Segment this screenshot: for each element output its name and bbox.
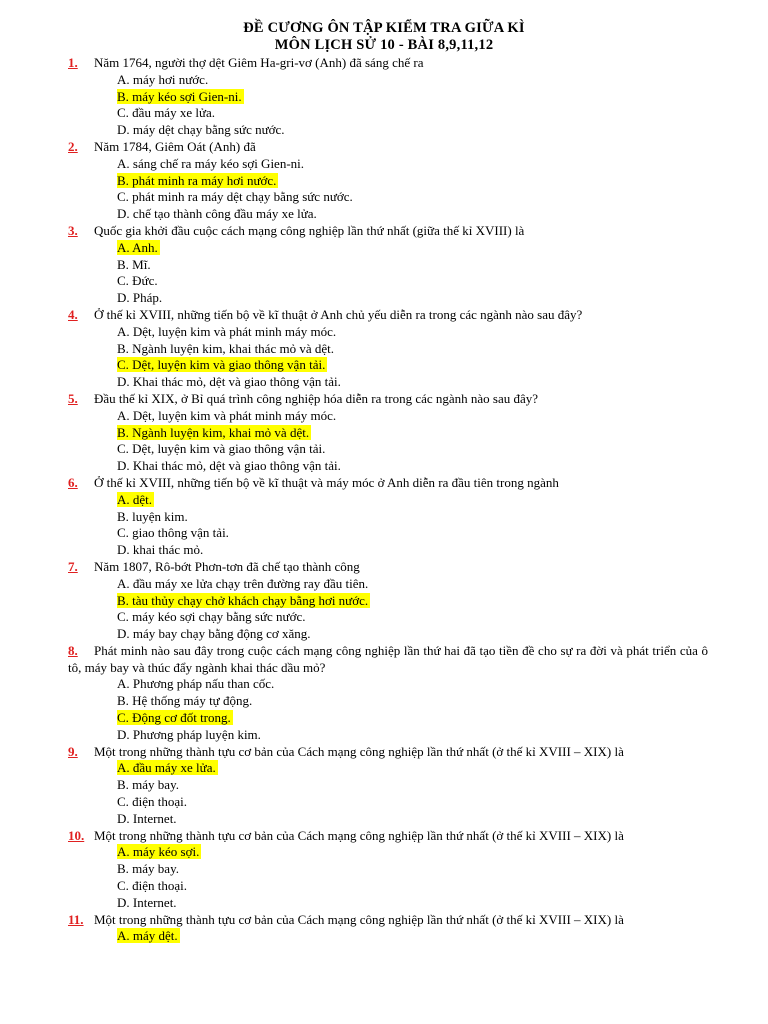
- answer-option-text: A. máy dệt.: [117, 928, 178, 944]
- question-block: [68, 643, 708, 744]
- document-title: ĐỀ CƯƠNG ÔN TẬP KIỂM TRA GIỮA KÌ: [243, 20, 525, 36]
- answer-option: [68, 441, 708, 458]
- answer-option: [68, 861, 708, 878]
- question-number: 10.: [68, 827, 85, 843]
- answer-option-text: C. điện thoại.: [117, 794, 188, 810]
- answer-option: [68, 777, 708, 794]
- question-stem: [68, 643, 708, 677]
- answer-option-correct: [68, 760, 708, 777]
- answer-option-text: A. đầu máy xe lửa.: [117, 760, 216, 776]
- answer-option: [68, 341, 708, 358]
- answer-option-correct: [68, 710, 708, 727]
- answer-option-text: B. Hệ thống máy tự động.: [117, 693, 253, 709]
- answer-option-text: B. luyện kim.: [117, 508, 188, 524]
- answer-option: [68, 290, 708, 307]
- question-block: [68, 744, 708, 828]
- question-stem: [68, 912, 708, 929]
- question-number: 1.: [68, 55, 78, 70]
- answer-option: [68, 895, 708, 912]
- answer-option-text: C. máy kéo sợi chạy bằng sức nước.: [117, 609, 306, 625]
- question-block: [68, 55, 708, 139]
- answer-option: [68, 676, 708, 693]
- answer-option-text: B. máy kéo sợi Gien-ni.: [117, 88, 242, 104]
- question-stem: [68, 744, 708, 761]
- answer-option-text: D. máy bay chạy bằng động cơ xăng.: [117, 626, 311, 642]
- answer-option-text: C. Đức.: [117, 273, 158, 289]
- answer-option-text: D. Khai thác mỏ, dệt và giao thông vận tải.: [117, 458, 341, 474]
- answer-option-correct: [68, 928, 708, 945]
- question-stem: [68, 55, 708, 72]
- question-number: 3.: [68, 222, 78, 238]
- answer-option: [68, 878, 708, 895]
- question-number: 9.: [68, 743, 78, 759]
- answer-option-text: B. máy bay.: [117, 777, 179, 793]
- question-number: 7.: [68, 558, 78, 574]
- answer-option: [68, 206, 708, 223]
- answer-option-text: A. đầu máy xe lửa chạy trên đường ray đầu tiên.: [117, 575, 369, 591]
- question-stem: [68, 307, 708, 324]
- answer-option-text: C. Động cơ đốt trong.: [117, 710, 231, 726]
- question-text: Năm 1784, Giêm Oát (Anh) đã: [94, 138, 256, 154]
- answer-option: [68, 525, 708, 542]
- answer-option-text: C. đầu máy xe lửa.: [117, 105, 216, 121]
- answer-option: [68, 693, 708, 710]
- answer-option-correct: [68, 173, 708, 190]
- answer-option: [68, 105, 708, 122]
- answer-option-text: D. Pháp.: [117, 290, 163, 306]
- question-text: Năm 1807, Rô-bớt Phơn-tơn đã chế tạo thành công: [94, 558, 360, 574]
- answer-option: [68, 257, 708, 274]
- answer-option: [68, 727, 708, 744]
- answer-option-correct: [68, 844, 708, 861]
- question-stem: [68, 391, 708, 408]
- question-stem: [68, 475, 708, 492]
- answer-option-text: B. máy bay.: [117, 861, 179, 877]
- question-block: [68, 139, 708, 223]
- question-block: [68, 391, 708, 475]
- question-stem: [68, 828, 708, 845]
- answer-option: [68, 542, 708, 559]
- answer-option: [68, 374, 708, 391]
- answer-option-text: A. sáng chế ra máy kéo sợi Gien-ni.: [117, 155, 305, 171]
- question-stem: [68, 559, 708, 576]
- answer-option-text: A. Dệt, luyện kim và phát minh máy móc.: [117, 323, 337, 339]
- answer-option: [68, 458, 708, 475]
- question-text: Một trong những thành tựu cơ bản của Cách mạng công nghiệp lần thứ nhất (ở thế kỉ XVIII – XIX) là: [94, 827, 624, 843]
- answer-option-text: C. phát minh ra máy dệt chạy bằng sức nước.: [117, 189, 353, 205]
- question-text: Phát minh nào sau đây trong cuộc cách mạng công nghiệp lần thứ hai đã tạo tiền đề cho sự ra đời và phát triển của ô tô, máy bay và thúc đẩy ngành khai thác dầu mỏ?: [68, 642, 708, 675]
- answer-option-text: D. Internet.: [117, 810, 177, 826]
- answer-option-text: B. Mĩ.: [117, 256, 151, 272]
- answer-option-text: B. tàu thủy chạy chở khách chạy bằng hơi nước.: [117, 592, 369, 608]
- question-text: Đầu thế kỉ XIX, ở Bỉ quá trình công nghiệp hóa diễn ra trong các ngành nào sau đây?: [94, 390, 539, 406]
- question-text: Ở thế kỉ XVIII, những tiến bộ về kĩ thuật ở Anh chủ yếu diễn ra trong các ngành nào sau đây?: [94, 306, 583, 322]
- question-text: Một trong những thành tựu cơ bản của Cách mạng công nghiệp lần thứ nhất (ở thế kỉ XVIII – XIX) là: [94, 743, 624, 759]
- question-number: 6.: [68, 474, 78, 490]
- question-text: Năm 1764, người thợ dệt Giêm Ha-gri-vơ (Anh) đã sáng chế ra: [94, 55, 424, 70]
- answer-option: [68, 408, 708, 425]
- answer-option-text: A. Anh.: [117, 239, 158, 255]
- answer-option-correct: [68, 357, 708, 374]
- answer-option-text: D. máy dệt chạy bằng sức nước.: [117, 122, 285, 138]
- answer-option-text: C. Dệt, luyện kim và giao thông vận tải.: [117, 357, 326, 373]
- question-number: 2.: [68, 138, 78, 154]
- answer-option-correct: [68, 425, 708, 442]
- answer-option: [68, 811, 708, 828]
- answer-option: [68, 122, 708, 139]
- question-block: [68, 307, 708, 391]
- question-block: [68, 828, 708, 912]
- question-stem: [68, 139, 708, 156]
- question-block: [68, 475, 708, 559]
- answer-option-text: D. khai thác mỏ.: [117, 542, 204, 558]
- document-subtitle: MÔN LỊCH SỬ 10 - BÀI 8,9,11,12: [274, 37, 494, 53]
- answer-option: [68, 626, 708, 643]
- answer-option-text: D. Phương pháp luyện kim.: [117, 726, 261, 742]
- answer-option-text: B. Ngành luyện kim, khai mỏ và dệt.: [117, 424, 310, 440]
- answer-option-text: D. Khai thác mỏ, dệt và giao thông vận tải.: [117, 374, 341, 390]
- question-list: [68, 55, 708, 945]
- answer-option-text: A. Dệt, luyện kim và phát minh máy móc.: [117, 407, 337, 423]
- answer-option: [68, 273, 708, 290]
- question-number: 4.: [68, 306, 78, 322]
- answer-option-text: B. Ngành luyện kim, khai thác mỏ và dệt.: [117, 340, 334, 356]
- question-block: [68, 223, 708, 307]
- answer-option: [68, 794, 708, 811]
- answer-option-text: A. Phương pháp nấu than cốc.: [117, 676, 275, 692]
- answer-option-correct: [68, 240, 708, 257]
- question-text: Một trong những thành tựu cơ bản của Cách mạng công nghiệp lần thứ nhất (ở thế kỉ XVIII – XIX) là: [94, 911, 624, 927]
- answer-option: [68, 609, 708, 626]
- answer-option: [68, 509, 708, 526]
- question-number: 5.: [68, 390, 78, 406]
- question-number: 8.: [68, 642, 78, 658]
- answer-option: [68, 576, 708, 593]
- answer-option: [68, 72, 708, 89]
- answer-option-text: C. giao thông vận tải.: [117, 525, 229, 541]
- question-block: [68, 559, 708, 643]
- answer-option: [68, 189, 708, 206]
- answer-option: [68, 324, 708, 341]
- answer-option-correct: [68, 89, 708, 106]
- answer-option-text: A. máy hơi nước.: [117, 71, 209, 87]
- answer-option: [68, 156, 708, 173]
- question-text: Quốc gia khởi đầu cuộc cách mạng công nghiệp lần thứ nhất (giữa thế kỉ XVIII) là: [94, 222, 525, 238]
- answer-option-correct: [68, 593, 708, 610]
- question-stem: [68, 223, 708, 240]
- answer-option-text: D. Internet.: [117, 894, 177, 910]
- answer-option-text: D. chế tạo thành công đầu máy xe lửa.: [117, 206, 317, 222]
- question-text: Ở thế kỉ XVIII, những tiến bộ về kĩ thuật và máy móc ở Anh diễn ra đầu tiên trong ngành: [94, 474, 559, 490]
- question-number: 11.: [68, 911, 84, 927]
- answer-option-text: A. máy kéo sợi.: [117, 844, 200, 860]
- answer-option-text: A. dệt.: [117, 491, 153, 507]
- question-block: [68, 912, 708, 946]
- answer-option-text: B. phát minh ra máy hơi nước.: [117, 172, 277, 188]
- answer-option-text: C. Dệt, luyện kim và giao thông vận tải.: [117, 441, 326, 457]
- answer-option-correct: [68, 492, 708, 509]
- answer-option-text: C. điện thoại.: [117, 878, 188, 894]
